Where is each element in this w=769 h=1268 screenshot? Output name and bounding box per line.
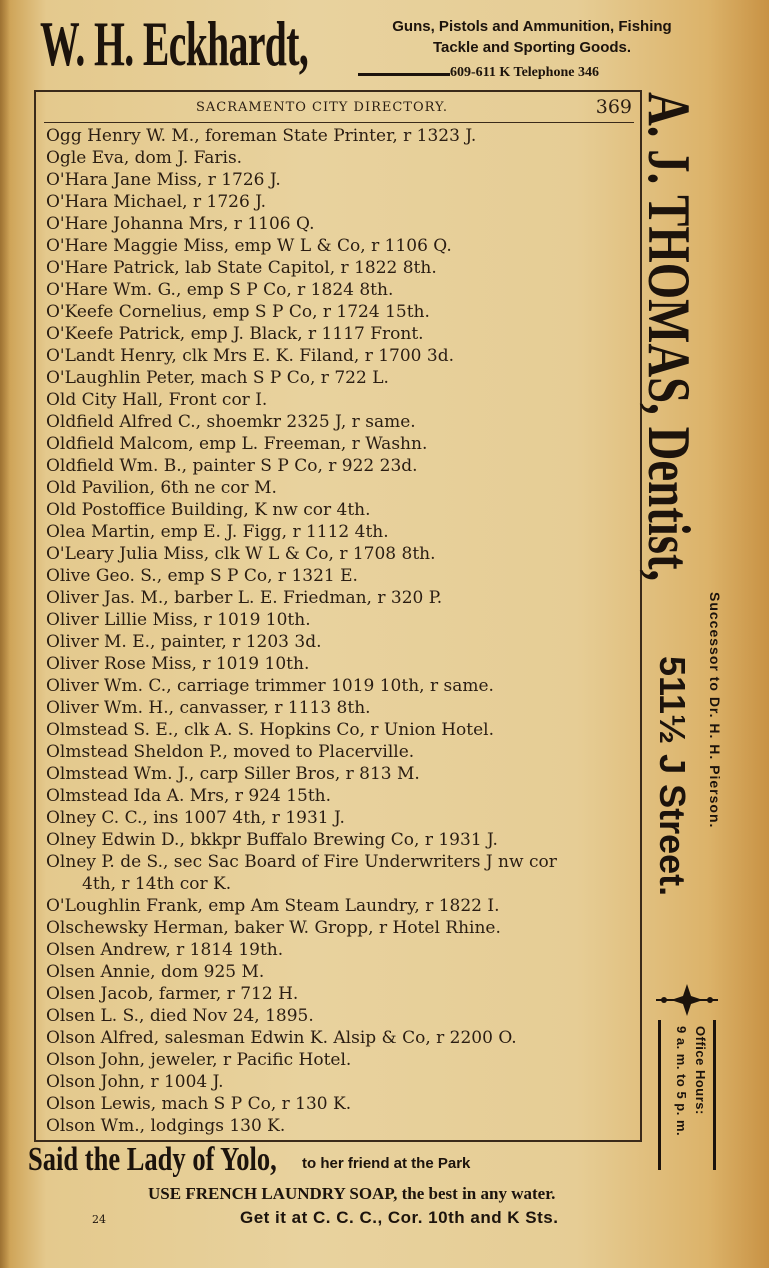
list-item: O'Landt Henry, clk Mrs E. K. Filand, r 1700 3d. <box>46 346 455 366</box>
list-item: Olson John, r 1004 J. <box>46 1072 224 1092</box>
list-item: Olsen Andrew, r 1814 19th. <box>46 940 284 960</box>
office-hours-label: Office Hours: <box>693 1026 708 1115</box>
list-item: Oliver Wm. H., canvasser, r 1113 8th. <box>46 698 371 718</box>
list-item: Olmstead Wm. J., carp Siller Bros, r 813 M. <box>46 764 420 784</box>
eckhardt-ad-telephone: 609-611 K Telephone 346 <box>450 65 599 80</box>
soap-ad-slogan: USE FRENCH LAUNDRY SOAP, the best in any water. <box>148 1184 556 1203</box>
list-item: O'Hare Johanna Mrs, r 1106 Q. <box>46 214 315 234</box>
list-item-continuation: 4th, r 14th cor K. <box>82 874 232 894</box>
list-item: Old City Hall, Front cor I. <box>46 390 268 410</box>
list-item: O'Hare Wm. G., emp S P Co, r 1824 8th. <box>46 280 394 300</box>
list-item: Olney P. de S., sec Sac Board of Fire Underwriters J nw cor <box>46 852 557 872</box>
eckhardt-ad-name: W. H. Eckhardt, <box>40 8 309 79</box>
list-item: Oliver Lillie Miss, r 1019 10th. <box>46 610 311 630</box>
thomas-name-text: A. J. THOMAS, Dentist, <box>636 92 702 582</box>
list-item: Old Postoffice Building, K nw cor 4th. <box>46 500 371 520</box>
thomas-dentist-ad-name <box>637 92 701 719</box>
list-item: O'Hare Patrick, lab State Capitol, r 1822 8th. <box>46 258 437 278</box>
list-item: Old Pavilion, 6th ne cor M. <box>46 478 277 498</box>
list-item: Olson Lewis, mach S P Co, r 130 K. <box>46 1094 352 1114</box>
list-item: Olson Wm., lodgings 130 K. <box>46 1116 286 1136</box>
eckhardt-ad-rule <box>358 73 450 76</box>
list-item: Olea Martin, emp E. J. Figg, r 1112 4th. <box>46 522 389 542</box>
list-item: Olson Alfred, salesman Edwin K. Alsip & Co, r 2200 O. <box>46 1028 517 1048</box>
list-item: Olschewsky Herman, baker W. Gropp, r Hotel Rhine. <box>46 918 501 938</box>
eckhardt-goods-line-2: Tackle and Sporting Goods. <box>432 39 632 56</box>
list-item: O'Hara Jane Miss, r 1726 J. <box>46 170 281 190</box>
list-item: Olney C. C., ins 1007 4th, r 1931 J. <box>46 808 345 828</box>
ornament-icon <box>654 982 720 1018</box>
list-item: Olmstead Ida A. Mrs, r 924 15th. <box>46 786 332 806</box>
page-number: 369 <box>595 96 632 118</box>
list-item: Olsen Annie, dom 925 M. <box>46 962 265 982</box>
list-item: Ogle Eva, dom J. Faris. <box>46 148 243 168</box>
list-item: Oldfield Alfred C., shoemkr 2325 J, r same. <box>46 412 416 432</box>
thomas-successor-text: Successor to Dr. H. H. Pierson. <box>707 592 723 829</box>
list-item: Oldfield Malcom, emp L. Freeman, r Washn. <box>46 434 428 454</box>
list-item: O'Hara Michael, r 1726 J. <box>46 192 267 212</box>
running-header <box>44 96 634 123</box>
list-item: O'Keefe Cornelius, emp S P Co, r 1724 15th. <box>46 302 430 322</box>
directory-title: SACRAMENTO CITY DIRECTORY. <box>196 100 449 115</box>
page-edge-shadow <box>0 0 10 1268</box>
list-item: Oliver Rose Miss, r 1019 10th. <box>46 654 310 674</box>
eckhardt-ad-goods <box>352 16 712 58</box>
list-item: Olmstead S. E., clk A. S. Hopkins Co, r Union Hotel. <box>46 720 495 740</box>
list-item: Oliver M. E., painter, r 1203 3d. <box>46 632 322 652</box>
list-item: O'Hare Maggie Miss, emp W L & Co, r 1106 Q. <box>46 236 452 256</box>
soap-ad-headline: Said the Lady of Yolo, <box>28 1141 277 1178</box>
soap-ad-subline: to her friend at the Park <box>302 1155 471 1172</box>
list-item: Oliver Jas. M., barber L. E. Friedman, r 320 P. <box>46 588 443 608</box>
eckhardt-goods-line-1: Guns, Pistols and Ammunition, Fishing <box>392 18 672 35</box>
list-item: O'Loughlin Frank, emp Am Steam Laundry, r 1822 I. <box>46 896 500 916</box>
soap-ad-location: Get it at C. C. C., Cor. 10th and K Sts. <box>240 1208 559 1227</box>
office-hours-value: 9 a. m. to 5 p. m. <box>674 1026 689 1137</box>
list-item: O'Laughlin Peter, mach S P Co, r 722 L. <box>46 368 389 388</box>
list-item: O'Leary Julia Miss, clk W L & Co, r 1708 8th. <box>46 544 436 564</box>
list-item: O'Keefe Patrick, emp J. Black, r 1117 Front. <box>46 324 424 344</box>
thomas-address-text: 511½ J Street. <box>652 656 693 897</box>
list-item: Ogg Henry W. M., foreman State Printer, r 1323 J. <box>46 126 477 146</box>
list-item: Oldfield Wm. B., painter S P Co, r 922 23d. <box>46 456 418 476</box>
list-item: Olive Geo. S., emp S P Co, r 1321 E. <box>46 566 358 586</box>
list-item: Olney Edwin D., bkkpr Buffalo Brewing Co, r 1931 J. <box>46 830 498 850</box>
list-item: Olsen L. S., died Nov 24, 1895. <box>46 1006 314 1026</box>
list-item: Olson John, jeweler, r Pacific Hotel. <box>46 1050 352 1070</box>
list-item: Olmstead Sheldon P., moved to Placerville. <box>46 742 415 762</box>
list-item: Olsen Jacob, farmer, r 712 H. <box>46 984 299 1004</box>
list-item: Oliver Wm. C., carriage trimmer 1019 10th, r same. <box>46 676 494 696</box>
signature-number: 24 <box>92 1213 106 1226</box>
